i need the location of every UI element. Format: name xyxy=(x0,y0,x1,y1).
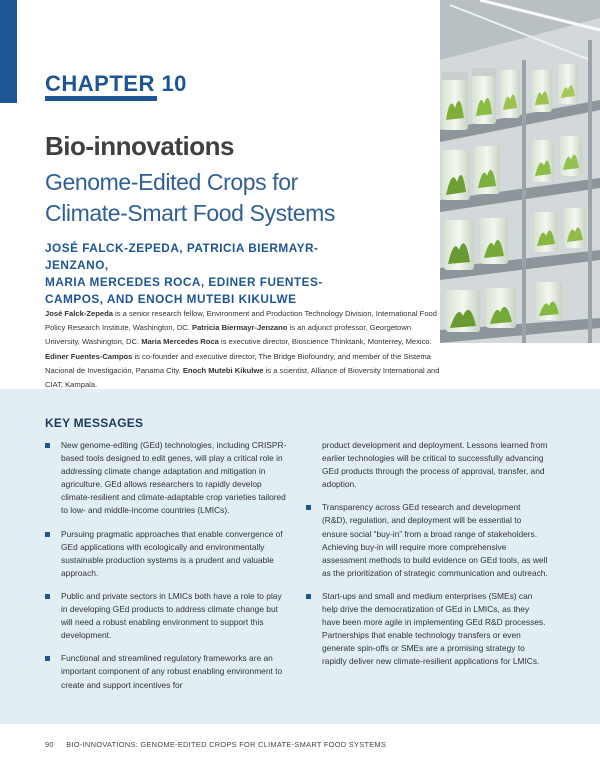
key-message-item xyxy=(45,439,287,518)
bio-name: Patricia Biermayr-Jenzano xyxy=(192,323,288,333)
chapter-underline xyxy=(45,96,157,101)
bio-text: is a senior research fellow, Environment and Production Technology Division, International Food Policy Research Institute, Washington, DC. xyxy=(45,309,437,333)
bio-name: Enoch Mutebi Kikulwe xyxy=(182,365,264,375)
square-bullet-icon xyxy=(45,443,50,448)
page-number: 90 xyxy=(45,740,54,749)
page-footer xyxy=(45,740,386,749)
author-bios xyxy=(45,307,441,392)
key-message-text: Functional and streamlined regulatory frameworks are an important component of any robust enabling environment to create and support incentives for xyxy=(61,653,283,690)
key-message-continuation: product development and deployment. Lessons learned from earlier technologies will be critical to successfully advancing GEd products through the process of approval, transfer, and adoption. xyxy=(322,440,548,490)
key-message-item xyxy=(306,501,548,580)
key-message-text: Start-ups and small and medium enterprises (SMEs) can help drive the democratization of GEd in LMICs, as they have been more agile in implementing GEd R&D processes. Partnerships that enable technology transfers or even generate spin-offs or SMEs are a promising strategy to rapidly deliver new climate-resilient applications for LMICs. xyxy=(322,590,546,667)
author-list xyxy=(45,240,355,308)
square-bullet-icon xyxy=(45,656,50,661)
author-line-3: CAMPOS, AND ENOCH MUTEBI KIKULWE xyxy=(45,292,297,306)
bio-text: is executive director, Bioscience Thinktank, Monterrey, Mexico. xyxy=(218,337,432,347)
key-message-text: Transparency across GEd research and development (R&D), regulation, and deployment will be essential to ensure social “buy-in” from a broad range of stakeholders. Achieving buy-in will require more comprehensive assessment methods to build evidence on GEd tools, as well as the prioritization of strategic communication and outreach. xyxy=(322,502,548,578)
bio-text: is an adjunct professor, Georgetown University, Washington, DC. xyxy=(45,323,412,347)
chapter-title: Bio-innovations xyxy=(45,131,234,161)
author-line-2: MARIA MERCEDES ROCA, EDINER FUENTES- xyxy=(45,275,323,289)
square-bullet-icon xyxy=(45,594,50,599)
running-title: BIO-INNOVATIONS: GENOME-EDITED CROPS FOR CLIMATE-SMART FOOD SYSTEMS xyxy=(66,740,387,749)
key-message-text: Pursuing pragmatic approaches that enable convergence of GEd applications with ecologically and environmentally sustainable production systems is a prudent and valuable approach. xyxy=(61,528,283,578)
key-messages-left-column xyxy=(45,439,287,702)
bio-name: José Falck-Zepeda xyxy=(45,309,113,318)
chapter-side-bar xyxy=(0,0,17,103)
lab-shelves-photo xyxy=(440,0,600,343)
key-message-item xyxy=(45,652,287,691)
key-messages-heading: KEY MESSAGES xyxy=(45,416,144,430)
chapter-label: CHAPTER 10 xyxy=(45,71,187,96)
square-bullet-icon xyxy=(45,532,50,537)
square-bullet-icon xyxy=(306,505,311,510)
key-message-item xyxy=(45,590,287,642)
key-messages-right-column xyxy=(306,439,548,679)
tissue-culture-jars-image xyxy=(440,0,600,343)
subtitle-line-1: Genome-Edited Crops for xyxy=(45,169,298,195)
key-message-item xyxy=(306,590,548,669)
bio-text: is a scientist, Alliance of Bioversity International and CIAT, Kampala. xyxy=(45,365,440,390)
key-message-text: Public and private sectors in LMICs both have a role to play in developing GEd products to address climate change but will need a robust enabling environment to support this development. xyxy=(61,590,282,641)
bio-name: Maria Mercedes Roca xyxy=(141,337,219,347)
bio-text: is co-founder and executive director, The Bridge Biofoundry, and member of the Sistema Nacional de Investigación, Panama City. xyxy=(45,351,431,375)
square-bullet-icon xyxy=(306,594,311,599)
key-message-item xyxy=(45,528,287,580)
bio-name: Ediner Fuentes-Campos xyxy=(45,351,133,361)
key-message-text: New genome-editing (GEd) technologies, including CRISPR-based tools designed to edit genes, will play a critical role in addressing climate change adaptation and mitigation in agriculture. GEd allows researchers to rapidly develop climate-resilient and climate-adaptable crop varieties tailored to low- and middle-income countries (LMICs). xyxy=(61,440,287,516)
author-line-1: JOSÉ FALCK-ZEPEDA, PATRICIA BIERMAYR-JENZANO, xyxy=(45,241,319,272)
subtitle-line-2: Climate-Smart Food Systems xyxy=(45,200,335,226)
chapter-subtitle xyxy=(45,167,365,229)
